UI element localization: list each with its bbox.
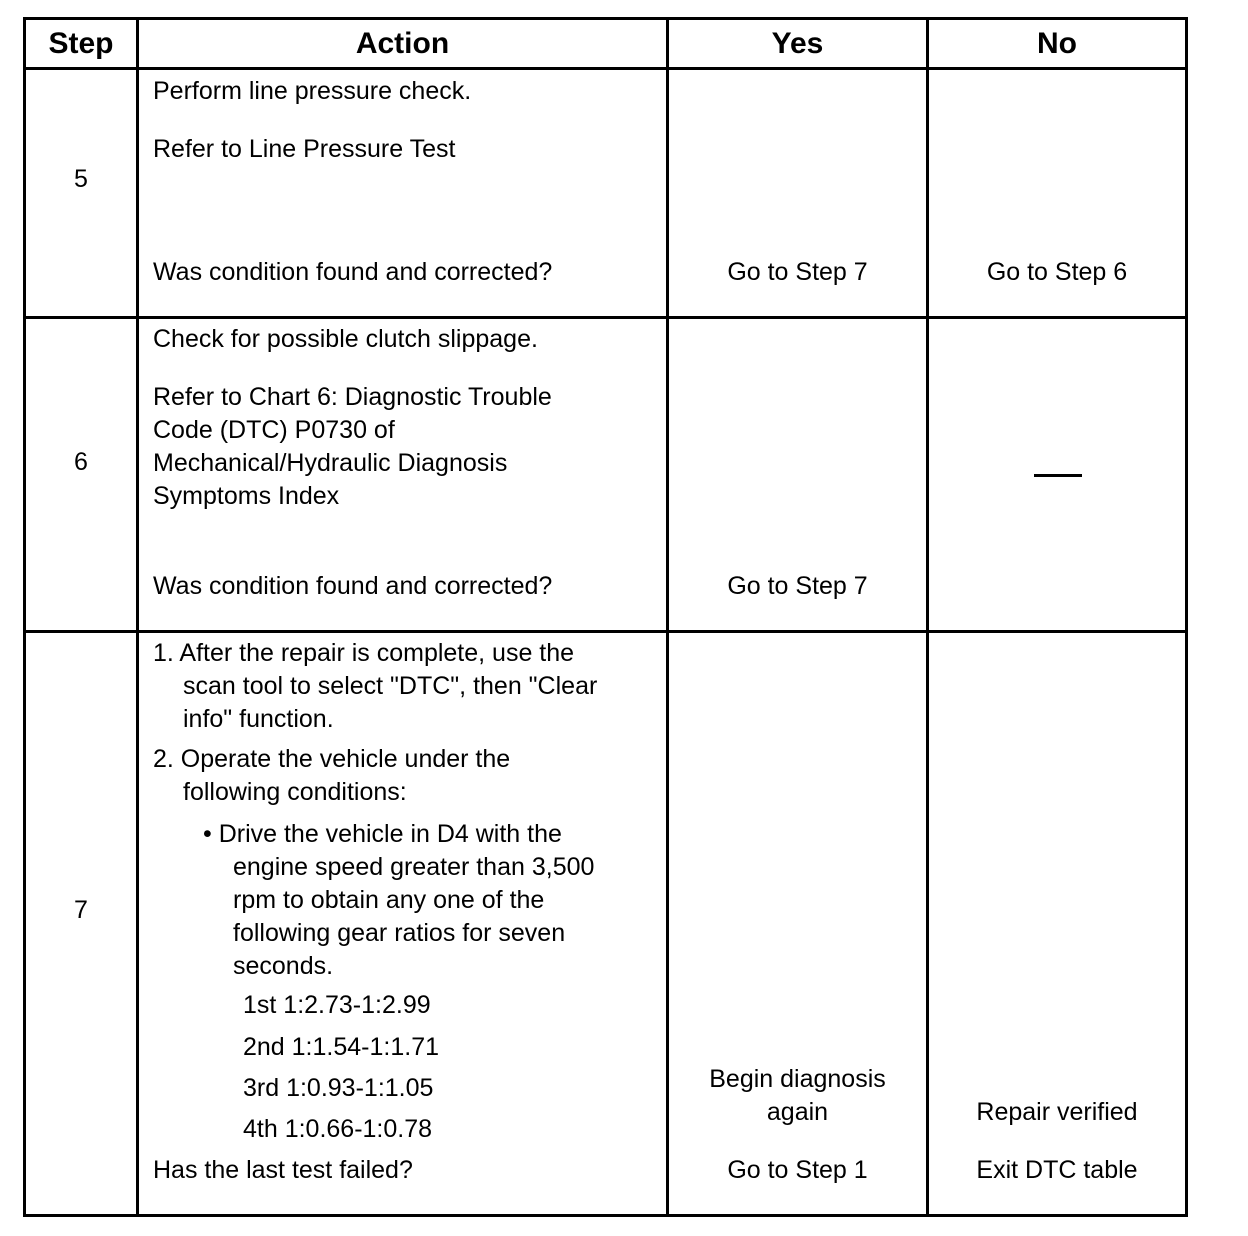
bullet-line: • Drive the vehicle in D4 with the <box>203 820 562 848</box>
step-number: 5 <box>74 165 88 193</box>
no-note: Repair verified <box>976 1098 1138 1126</box>
bullet-line: engine speed greater than 3,500 <box>233 853 595 881</box>
action-reference-line: Mechanical/Hydraulic Diagnosis <box>153 449 508 477</box>
gear-ratio: 2nd 1:1.54-1:1.71 <box>243 1033 439 1061</box>
action-item-line: 2. Operate the vehicle under the <box>153 745 511 773</box>
header-no: No <box>1037 27 1077 60</box>
row-divider <box>26 630 1185 633</box>
action-reference: Refer to Line Pressure Test <box>153 135 456 163</box>
action-reference-line: Refer to Chart 6: Diagnostic Trouble <box>153 383 552 411</box>
gear-ratio: 4th 1:0.66-1:0.78 <box>243 1115 433 1143</box>
column-divider <box>926 20 929 1214</box>
action-item-line: 1. After the repair is complete, use the <box>153 639 575 667</box>
no-result-dash <box>1034 474 1082 477</box>
dtc-table <box>23 17 1188 1217</box>
action-item-line: info" function. <box>183 705 334 733</box>
action-question: Was condition found and corrected? <box>153 572 553 600</box>
action-item-line: following conditions: <box>183 778 407 806</box>
no-result: Exit DTC table <box>976 1156 1138 1184</box>
header-step: Step <box>48 27 114 60</box>
action-question: Was condition found and corrected? <box>153 258 553 286</box>
row-divider <box>26 316 1185 319</box>
yes-note-line: Begin diagnosis <box>709 1065 886 1093</box>
yes-result: Go to Step 7 <box>727 258 868 286</box>
yes-note-line: again <box>766 1098 829 1126</box>
step-number: 7 <box>74 896 88 924</box>
header-yes: Yes <box>771 27 824 60</box>
no-result: Go to Step 6 <box>986 258 1128 286</box>
action-text: Check for possible clutch slippage. <box>153 325 538 353</box>
action-reference-line: Symptoms Index <box>153 482 340 510</box>
column-divider <box>136 20 139 1214</box>
column-divider <box>666 20 669 1214</box>
yes-result: Go to Step 1 <box>727 1156 868 1184</box>
bullet-line: seconds. <box>233 952 334 980</box>
action-item-line: scan tool to select "DTC", then "Clear <box>183 672 598 700</box>
gear-ratio: 1st 1:2.73-1:2.99 <box>243 991 431 1019</box>
action-text: Perform line pressure check. <box>153 77 472 105</box>
bullet-line: rpm to obtain any one of the <box>233 886 545 914</box>
gear-ratio: 3rd 1:0.93-1:1.05 <box>243 1074 434 1102</box>
action-question: Has the last test failed? <box>153 1156 413 1184</box>
bullet-line: following gear ratios for seven <box>233 919 566 947</box>
step-number: 6 <box>74 448 88 476</box>
yes-result: Go to Step 7 <box>727 572 868 600</box>
action-reference-line: Code (DTC) P0730 of <box>153 416 395 444</box>
header-action: Action <box>355 27 450 60</box>
